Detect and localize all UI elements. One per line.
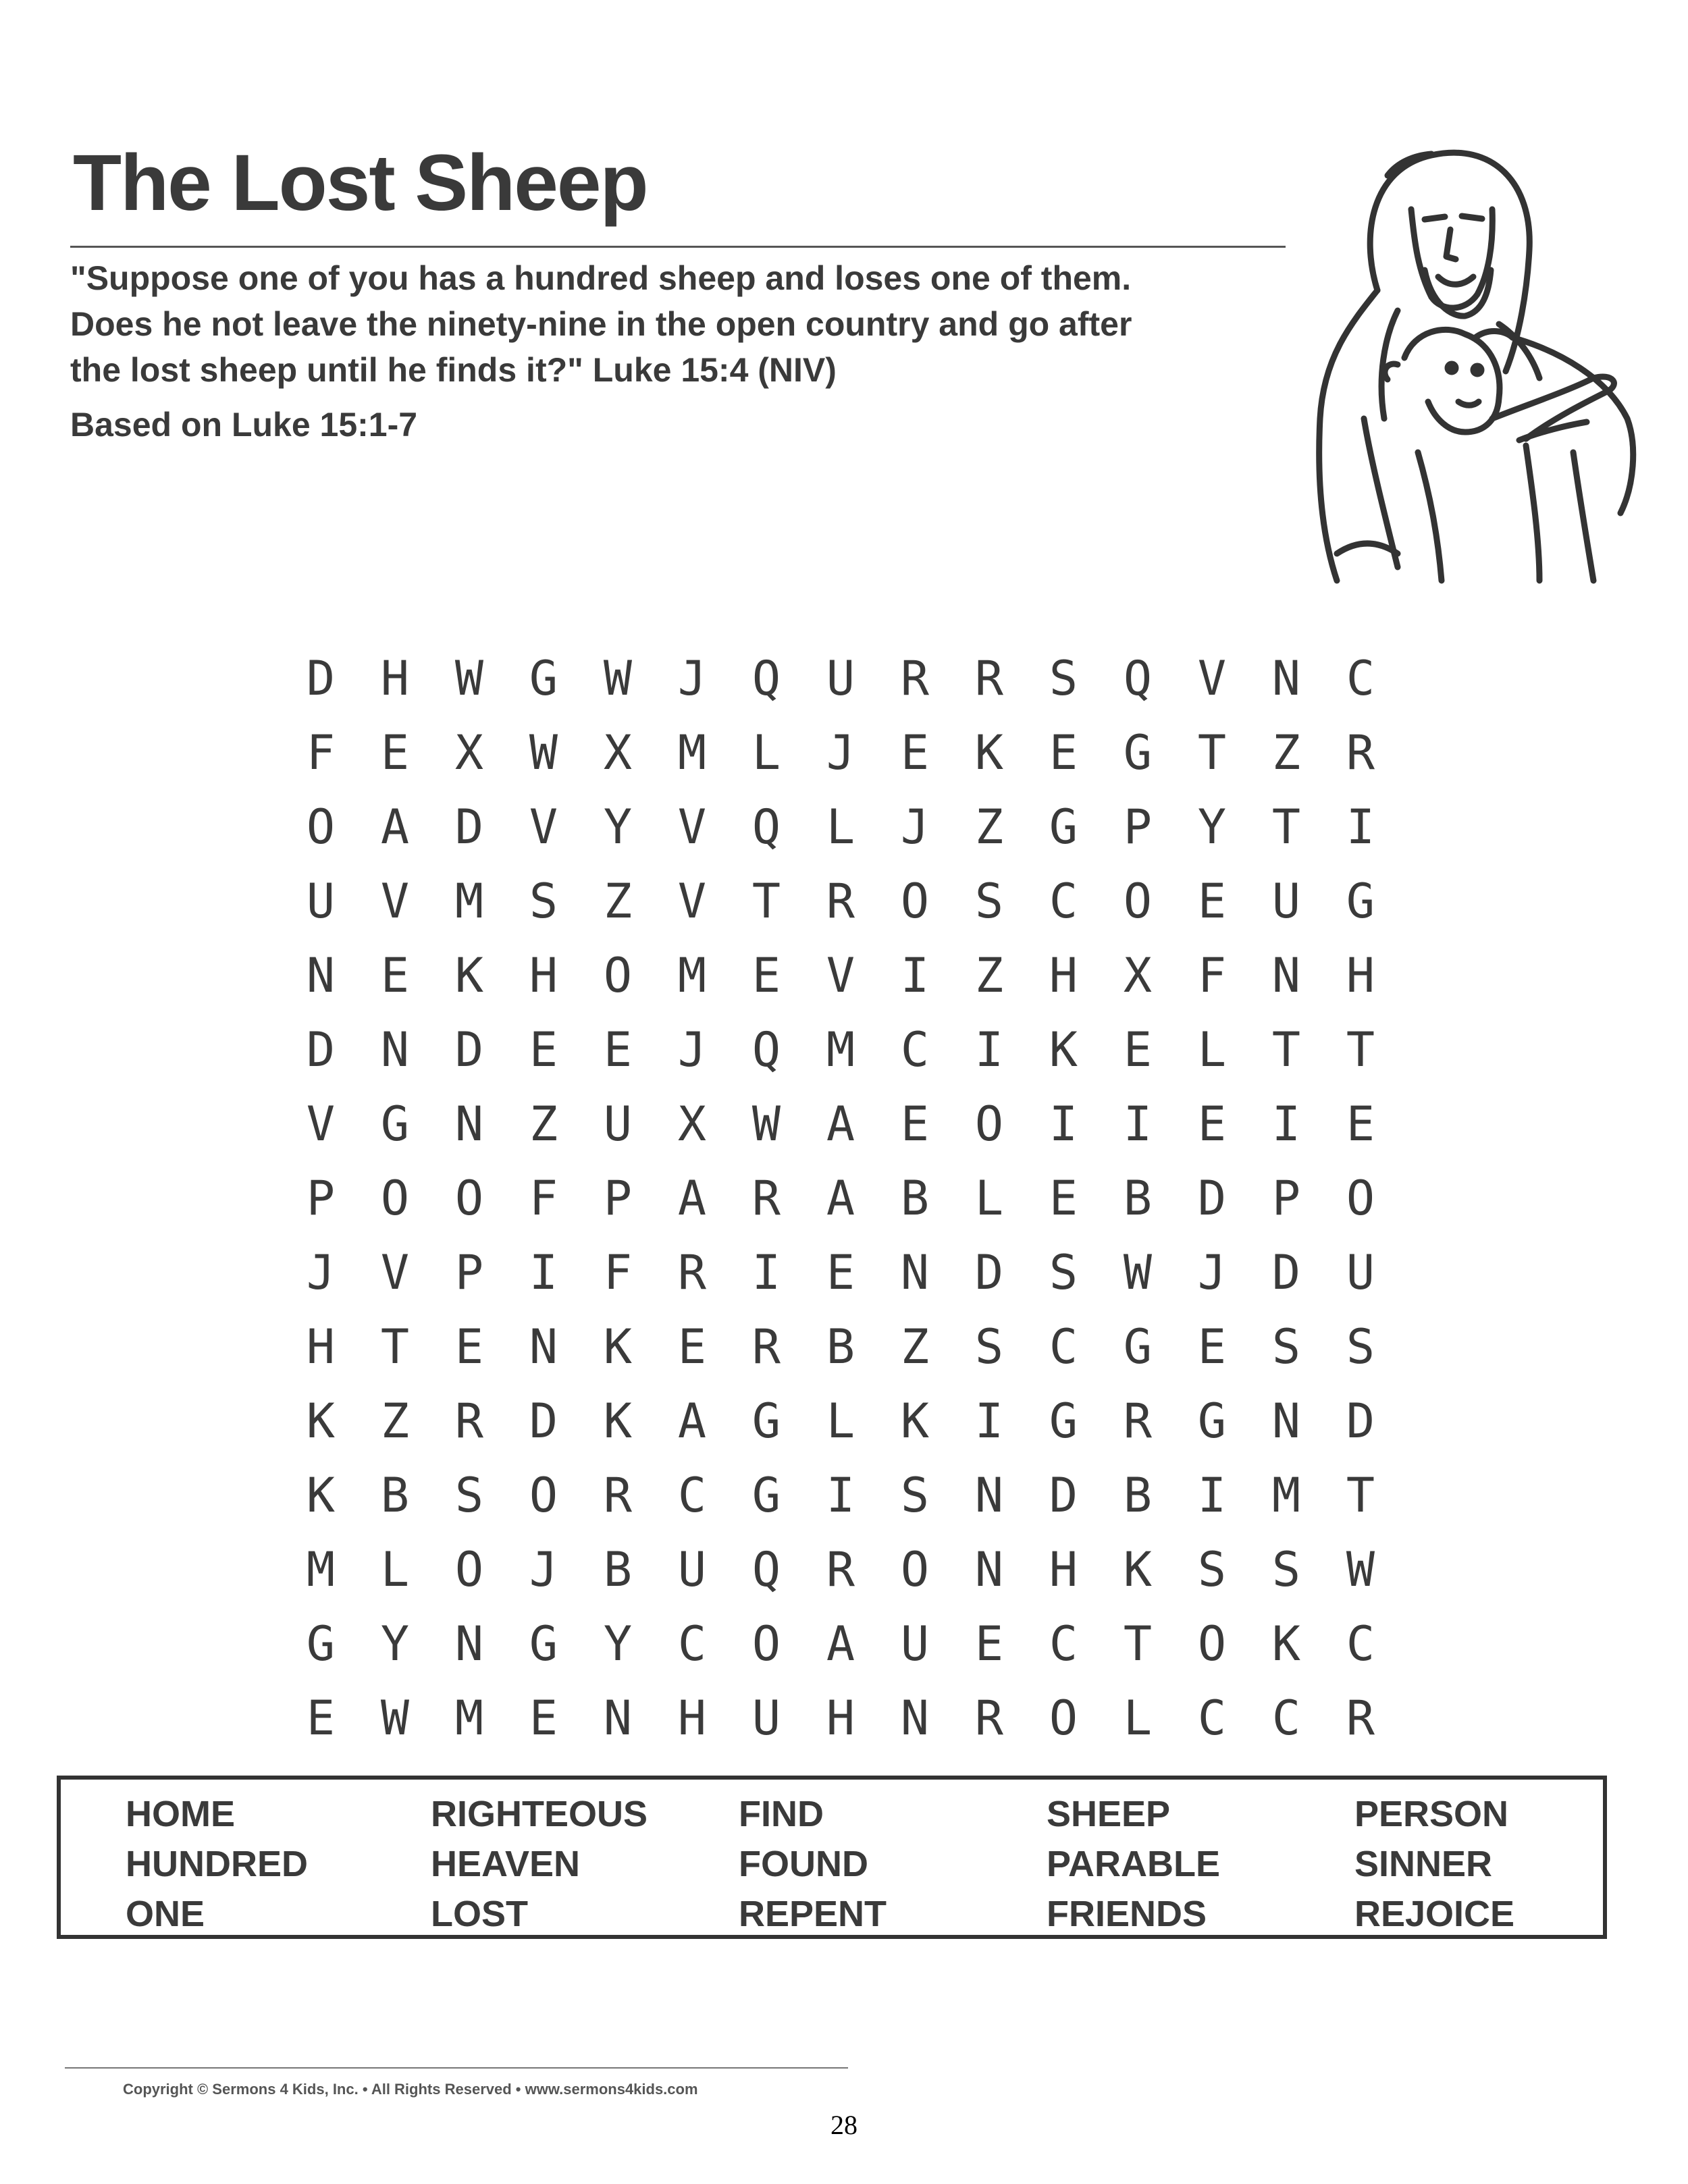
grid-letter: R (1123, 1393, 1153, 1449)
grid-letter: V (677, 799, 707, 855)
grid-letter: I (529, 1245, 558, 1300)
grid-letter: S (1346, 1319, 1375, 1375)
grid-letter: Y (380, 1616, 410, 1672)
word-list-item: FRIENDS (1047, 1894, 1207, 1934)
grid-letter: I (1197, 1468, 1227, 1523)
grid-letter: D (1346, 1393, 1375, 1449)
grid-letter: I (974, 1393, 1004, 1449)
grid-letter: G (306, 1616, 336, 1672)
grid-letter: O (380, 1171, 410, 1226)
grid-letter: N (900, 1690, 930, 1746)
grid-letter: O (1197, 1616, 1227, 1672)
grid-letter: T (1123, 1616, 1153, 1672)
grid-letter: O (603, 948, 633, 1003)
word-list-item: SINNER (1354, 1844, 1493, 1884)
grid-letter: W (529, 725, 558, 780)
grid-letter: O (1049, 1690, 1078, 1746)
grid-letter: O (1346, 1171, 1375, 1226)
grid-letter: E (1123, 1022, 1153, 1077)
word-list-item: HOME (126, 1794, 235, 1834)
grid-letter: Z (1271, 725, 1301, 780)
grid-letter: O (900, 1542, 930, 1597)
grid-letter: W (1123, 1245, 1153, 1300)
grid-letter: H (380, 651, 410, 706)
grid-letter: G (1197, 1393, 1227, 1449)
grid-letter: H (529, 948, 558, 1003)
grid-letter: T (1197, 725, 1227, 780)
grid-letter: B (603, 1542, 633, 1597)
grid-letter: C (1049, 1319, 1078, 1375)
grid-letter: U (677, 1542, 707, 1597)
grid-letter: D (306, 651, 336, 706)
grid-letter: E (529, 1690, 558, 1746)
grid-letter: E (900, 1096, 930, 1152)
grid-letter: F (529, 1171, 558, 1226)
grid-letter: N (306, 948, 336, 1003)
grid-letter: R (826, 874, 855, 929)
grid-letter: X (1123, 948, 1153, 1003)
grid-letter: R (751, 1171, 781, 1226)
grid-letter: N (529, 1319, 558, 1375)
grid-letter: F (306, 725, 336, 780)
grid-letter: A (826, 1096, 855, 1152)
grid-letter: M (677, 725, 707, 780)
grid-letter: G (380, 1096, 410, 1152)
grid-letter: H (306, 1319, 336, 1375)
grid-letter: K (603, 1393, 633, 1449)
grid-letter: L (751, 725, 781, 780)
grid-letter: H (1049, 948, 1078, 1003)
grid-letter: O (529, 1468, 558, 1523)
grid-letter: X (677, 1096, 707, 1152)
grid-letter: K (306, 1468, 336, 1523)
grid-letter: U (826, 651, 855, 706)
grid-letter: A (677, 1393, 707, 1449)
grid-letter: K (1271, 1616, 1301, 1672)
grid-letter: H (826, 1690, 855, 1746)
grid-letter: B (380, 1468, 410, 1523)
word-list-item: FIND (739, 1794, 824, 1834)
jesus-holding-lamb-illustration (1296, 135, 1647, 594)
grid-letter: E (380, 948, 410, 1003)
footer-divider (65, 2067, 848, 2069)
grid-letter: Z (974, 948, 1004, 1003)
word-list-item: FOUND (739, 1844, 868, 1884)
grid-letter: L (1123, 1690, 1153, 1746)
grid-letter: B (1123, 1468, 1153, 1523)
grid-letter: C (1197, 1690, 1227, 1746)
grid-letter: I (1346, 799, 1375, 855)
grid-letter: V (826, 948, 855, 1003)
grid-letter: O (306, 799, 336, 855)
grid-letter: Q (751, 1542, 781, 1597)
grid-letter: T (1346, 1468, 1375, 1523)
grid-letter: J (677, 651, 707, 706)
grid-letter: W (454, 651, 484, 706)
grid-letter: E (603, 1022, 633, 1077)
grid-letter: H (1346, 948, 1375, 1003)
grid-letter: R (826, 1542, 855, 1597)
grid-letter: Q (751, 1022, 781, 1077)
grid-letter: V (1197, 651, 1227, 706)
grid-letter: R (974, 1690, 1004, 1746)
grid-letter: D (974, 1245, 1004, 1300)
grid-letter: S (1049, 651, 1078, 706)
grid-letter: W (1346, 1542, 1375, 1597)
grid-letter: C (1049, 1616, 1078, 1672)
grid-letter: Q (1123, 651, 1153, 706)
grid-letter: I (1123, 1096, 1153, 1152)
grid-letter: Y (603, 799, 633, 855)
grid-letter: G (529, 651, 558, 706)
grid-letter: P (1123, 799, 1153, 855)
grid-letter: F (1197, 948, 1227, 1003)
grid-letter: N (454, 1096, 484, 1152)
grid-letter: R (974, 651, 1004, 706)
grid-letter: M (826, 1022, 855, 1077)
based-on-reference: Based on Luke 15:1-7 (70, 406, 418, 444)
grid-letter: E (1346, 1096, 1375, 1152)
word-list-item: SHEEP (1047, 1794, 1171, 1834)
grid-letter: E (826, 1245, 855, 1300)
grid-letter: X (454, 725, 484, 780)
grid-letter: U (751, 1690, 781, 1746)
grid-letter: O (751, 1616, 781, 1672)
grid-letter: A (826, 1616, 855, 1672)
grid-letter: G (529, 1616, 558, 1672)
grid-letter: I (826, 1468, 855, 1523)
grid-letter: T (1271, 1022, 1301, 1077)
grid-letter: R (603, 1468, 633, 1523)
grid-letter: M (454, 1690, 484, 1746)
grid-letter: Z (529, 1096, 558, 1152)
grid-letter: Q (751, 799, 781, 855)
quote-line: the lost sheep until he finds it?" Luke 15:4 (NIV) (70, 351, 837, 389)
grid-letter: F (603, 1245, 633, 1300)
grid-letter: I (751, 1245, 781, 1300)
grid-letter: E (900, 725, 930, 780)
grid-letter: G (1346, 874, 1375, 929)
grid-letter: D (306, 1022, 336, 1077)
grid-letter: O (454, 1171, 484, 1226)
grid-letter: J (900, 799, 930, 855)
grid-letter: R (1346, 1690, 1375, 1746)
grid-letter: K (1123, 1542, 1153, 1597)
grid-letter: N (380, 1022, 410, 1077)
grid-letter: I (900, 948, 930, 1003)
grid-letter: U (603, 1096, 633, 1152)
grid-letter: C (677, 1468, 707, 1523)
grid-letter: E (1197, 1319, 1227, 1375)
word-list-column (1047, 1789, 1220, 1939)
grid-letter: N (454, 1616, 484, 1672)
grid-letter: M (454, 874, 484, 929)
grid-letter: E (1049, 725, 1078, 780)
grid-letter: D (1271, 1245, 1301, 1300)
grid-letter: D (1049, 1468, 1078, 1523)
grid-letter: S (900, 1468, 930, 1523)
grid-letter: S (529, 874, 558, 929)
grid-letter: L (826, 799, 855, 855)
grid-letter: R (677, 1245, 707, 1300)
grid-letter: L (974, 1171, 1004, 1226)
quote-line: "Suppose one of you has a hundred sheep and loses one of them. (70, 259, 1132, 297)
grid-letter: S (974, 874, 1004, 929)
grid-letter: B (826, 1319, 855, 1375)
grid-letter: O (454, 1542, 484, 1597)
grid-letter: I (1049, 1096, 1078, 1152)
grid-letter: G (1049, 799, 1078, 855)
grid-letter: G (1123, 725, 1153, 780)
grid-letter: W (751, 1096, 781, 1152)
grid-letter: Z (900, 1319, 930, 1375)
grid-letter: K (974, 725, 1004, 780)
grid-letter: D (454, 1022, 484, 1077)
grid-letter: G (1049, 1393, 1078, 1449)
word-list-item: PARABLE (1047, 1844, 1221, 1884)
grid-letter: A (826, 1171, 855, 1226)
grid-letter: L (380, 1542, 410, 1597)
grid-letter: N (1271, 651, 1301, 706)
grid-letter: U (306, 874, 336, 929)
grid-letter: V (306, 1096, 336, 1152)
grid-letter: P (306, 1171, 336, 1226)
word-list-item: REJOICE (1354, 1894, 1515, 1934)
grid-letter: L (1197, 1022, 1227, 1077)
grid-letter: E (1049, 1171, 1078, 1226)
word-list-item: HEAVEN (431, 1844, 581, 1884)
grid-letter: R (1346, 725, 1375, 780)
grid-letter: C (900, 1022, 930, 1077)
grid-letter: T (751, 874, 781, 929)
grid-letter: J (529, 1542, 558, 1597)
grid-letter: E (751, 948, 781, 1003)
grid-letter: C (1346, 651, 1375, 706)
word-list-item: HUNDRED (126, 1844, 308, 1884)
grid-letter: S (1197, 1542, 1227, 1597)
grid-letter: O (900, 874, 930, 929)
grid-letter: K (1049, 1022, 1078, 1077)
word-list-item: PERSON (1354, 1794, 1509, 1834)
grid-letter: G (1123, 1319, 1153, 1375)
grid-letter: R (454, 1393, 484, 1449)
page-number: 28 (830, 2110, 858, 2140)
grid-letter: Y (603, 1616, 633, 1672)
grid-letter: X (603, 725, 633, 780)
grid-letter: S (1271, 1542, 1301, 1597)
grid-letter: K (900, 1393, 930, 1449)
grid-letter: O (1123, 874, 1153, 929)
grid-letter: N (1271, 948, 1301, 1003)
grid-letter: D (454, 799, 484, 855)
grid-letter: M (306, 1542, 336, 1597)
grid-letter: S (1049, 1245, 1078, 1300)
grid-letter: E (529, 1022, 558, 1077)
word-list-column (1354, 1789, 1514, 1939)
scripture-quote (70, 255, 1272, 393)
grid-letter: P (1271, 1171, 1301, 1226)
grid-letter: T (1271, 799, 1301, 855)
grid-letter: A (677, 1171, 707, 1226)
page-title: The Lost Sheep (73, 138, 648, 228)
grid-letter: N (603, 1690, 633, 1746)
grid-letter: T (380, 1319, 410, 1375)
grid-letter: H (677, 1690, 707, 1746)
grid-letter: V (677, 874, 707, 929)
grid-letter: H (1049, 1542, 1078, 1597)
grid-letter: C (1271, 1690, 1301, 1746)
grid-letter: S (1271, 1319, 1301, 1375)
grid-letter: W (380, 1690, 410, 1746)
grid-letter: R (900, 651, 930, 706)
quote-line: Does he not leave the ninety-nine in the open country and go after (70, 305, 1132, 343)
grid-letter: U (900, 1616, 930, 1672)
grid-letter: G (751, 1393, 781, 1449)
grid-letter: M (1271, 1468, 1301, 1523)
word-list-item: REPENT (739, 1894, 887, 1934)
grid-letter: U (1346, 1245, 1375, 1300)
grid-letter: S (454, 1468, 484, 1523)
grid-letter: K (603, 1319, 633, 1375)
grid-letter: P (454, 1245, 484, 1300)
word-list-box (57, 1776, 1607, 1939)
grid-letter: E (974, 1616, 1004, 1672)
grid-letter: N (1271, 1393, 1301, 1449)
grid-letter: J (1197, 1245, 1227, 1300)
copyright-notice: Copyright © Sermons 4 Kids, Inc. • All Rights Reserved • www.sermons4kids.com (123, 2081, 698, 2098)
grid-letter: D (529, 1393, 558, 1449)
grid-letter: T (1346, 1022, 1375, 1077)
grid-letter: I (1271, 1096, 1301, 1152)
grid-letter: M (677, 948, 707, 1003)
grid-letter: B (900, 1171, 930, 1226)
grid-letter: C (1049, 874, 1078, 929)
word-list-item: ONE (126, 1894, 205, 1934)
grid-letter: S (974, 1319, 1004, 1375)
word-list-column (431, 1789, 648, 1939)
word-list-column (126, 1789, 308, 1939)
grid-letter: V (380, 874, 410, 929)
word-list-item: LOST (431, 1894, 528, 1934)
grid-letter: J (677, 1022, 707, 1077)
grid-letter: E (1197, 874, 1227, 929)
grid-letter: B (1123, 1171, 1153, 1226)
grid-letter: E (677, 1319, 707, 1375)
grid-letter: I (974, 1022, 1004, 1077)
grid-letter: V (529, 799, 558, 855)
grid-letter: Z (603, 874, 633, 929)
grid-letter: K (306, 1393, 336, 1449)
grid-letter: U (1271, 874, 1301, 929)
grid-letter: K (454, 948, 484, 1003)
grid-letter: Q (751, 651, 781, 706)
grid-letter: A (380, 799, 410, 855)
grid-letter: R (751, 1319, 781, 1375)
grid-letter: Z (380, 1393, 410, 1449)
grid-letter: L (826, 1393, 855, 1449)
grid-letter: P (603, 1171, 633, 1226)
grid-letter: G (751, 1468, 781, 1523)
grid-letter: J (826, 725, 855, 780)
grid-letter: E (454, 1319, 484, 1375)
grid-letter: V (380, 1245, 410, 1300)
grid-letter: O (974, 1096, 1004, 1152)
grid-letter: N (974, 1468, 1004, 1523)
grid-letter: N (974, 1542, 1004, 1597)
grid-letter: N (900, 1245, 930, 1300)
grid-letter: J (306, 1245, 336, 1300)
grid-letter: E (380, 725, 410, 780)
grid-letter: W (603, 651, 633, 706)
grid-letter: Z (974, 799, 1004, 855)
grid-letter: Y (1197, 799, 1227, 855)
grid-letter: E (1197, 1096, 1227, 1152)
grid-letter: D (1197, 1171, 1227, 1226)
title-divider (70, 246, 1286, 248)
grid-letter: C (1346, 1616, 1375, 1672)
word-list-item: RIGHTEOUS (431, 1794, 648, 1834)
word-list-column (739, 1789, 887, 1939)
grid-letter: E (306, 1690, 336, 1746)
grid-letter: C (677, 1616, 707, 1672)
